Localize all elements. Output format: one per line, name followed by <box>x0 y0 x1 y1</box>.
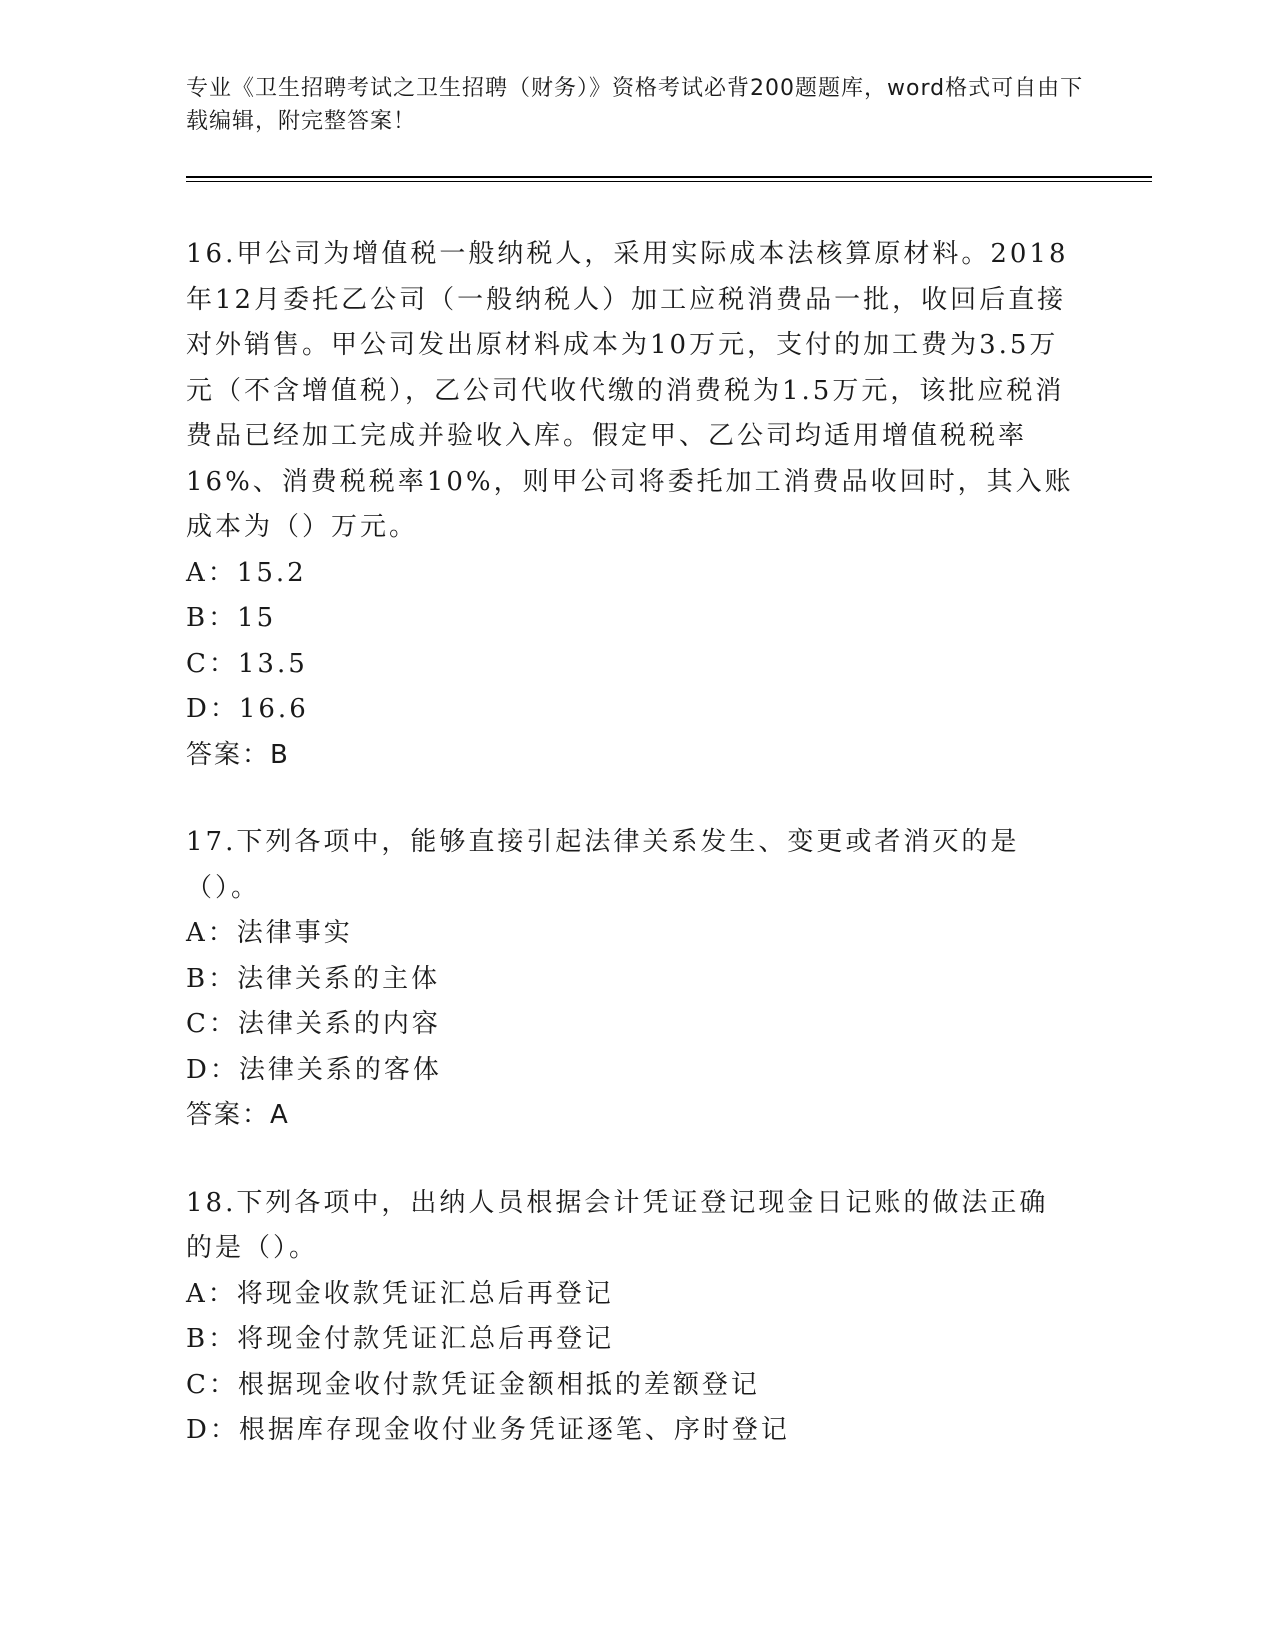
question-stem: 18.下列各项中，出纳人员根据会计凭证登记现金日记账的做法正确的是（）。 <box>186 1187 1049 1263</box>
option-d: D：16.6 <box>186 694 309 724</box>
option-a: A：将现金收款凭证汇总后再登记 <box>186 1278 614 1309</box>
option-c: C：根据现金收付款凭证金额相抵的差额登记 <box>186 1369 760 1400</box>
question-stem: 17.下列各项中，能够直接引起法律关系发生、变更或者消灭的是（）。 <box>186 827 1020 903</box>
option-c: C：法律关系的内容 <box>186 1009 441 1039</box>
question-list <box>186 232 1076 1496</box>
option-d: D：法律关系的客体 <box>186 1054 442 1085</box>
option-b: B：法律关系的主体 <box>186 963 441 994</box>
header-divider-thin <box>186 181 1152 182</box>
option-a: A：法律事实 <box>186 918 353 948</box>
question-stem: 16.甲公司为增值税一般纳税人，采用实际成本法核算原材料。2018年12月委托乙公司（一般纳税人）加工应税消费品一批，收回后直接对外销售。甲公司发出原材料成本为10万元，支付的加工费为3.5万元（不含增值税），乙公司代收代缴的消费税为1.5万元，该批应税消费品已经加工完成并验收入库。假定甲、乙公司均适用增值税税率16%、消费税税率10%，则甲公司将委托加工消费品收回时，其入账成本为（）万元。 <box>186 239 1074 542</box>
page-header: 专业《卫生招聘考试之卫生招聘（财务）》资格考试必背200题题库，word格式可自由下载编辑，附完整答案！ <box>186 76 1084 134</box>
answer: 答案：B <box>186 739 290 770</box>
option-c: C：13.5 <box>186 648 308 679</box>
question-16 <box>186 232 1076 778</box>
question-18 <box>186 1181 1076 1454</box>
answer: 答案：A <box>186 1100 290 1130</box>
header-divider <box>186 176 1152 178</box>
option-b: B：15 <box>186 603 277 633</box>
option-b: B：将现金付款凭证汇总后再登记 <box>186 1324 615 1354</box>
option-a: A：15.2 <box>186 557 307 588</box>
option-d: D：根据库存现金收付业务凭证逐笔、序时登记 <box>186 1415 790 1445</box>
question-17 <box>186 820 1076 1139</box>
